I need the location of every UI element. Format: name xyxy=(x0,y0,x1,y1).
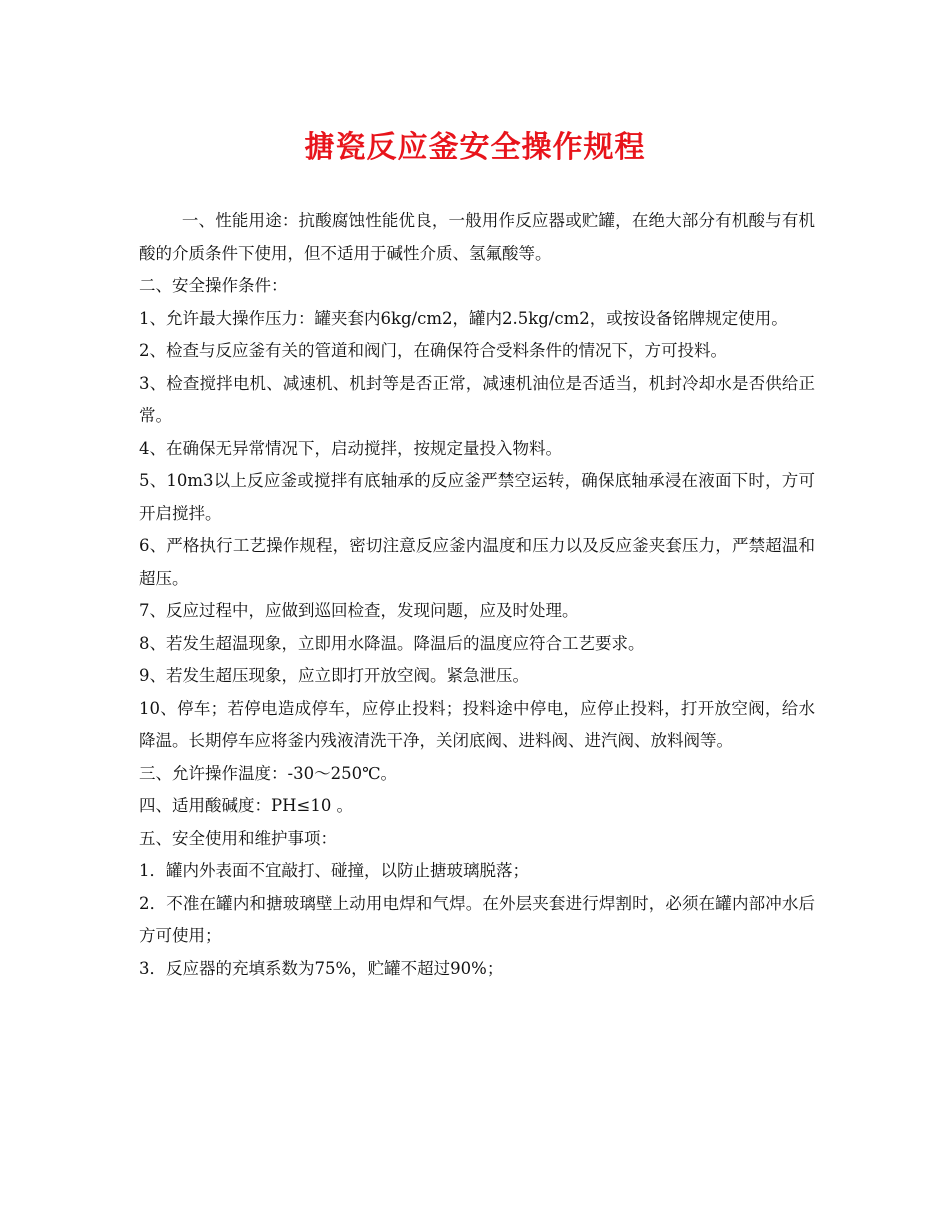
document-paragraph: 5、10m3以上反应釜或搅拌有底轴承的反应釜严禁空运转，确保底轴承浸在液面下时，方可开启搅拌。 xyxy=(139,471,815,523)
document-paragraph: 1．罐内外表面不宜敲打、碰撞，以防止搪玻璃脱落； xyxy=(139,861,529,880)
document-paragraph: 10、停车；若停电造成停车，应停止投料；投料途中停电，应停止投料，打开放空阀，给水降温。长期停车应将釜内残液清洗干净，关闭底阀、进料阀、进汽阀、放料阀等。 xyxy=(139,698,815,750)
document-paragraph: 2、检查与反应釜有关的管道和阀门，在确保符合受料条件的情况下，方可投料。 xyxy=(139,341,727,360)
document-title: 搪瓷反应釜安全操作规程 xyxy=(304,130,646,165)
document-paragraph: 五、安全使用和维护事项： xyxy=(139,828,337,848)
document-paragraph: 一、性能用途：抗酸腐蚀性能优良，一般用作反应器或贮罐，在绝大部分有机酸与有机酸的介质条件下使用，但不适用于碱性介质、氢氟酸等。 xyxy=(139,211,815,263)
document-paragraph: 三、允许操作温度：-30～250℃。 xyxy=(139,763,398,783)
document-paragraph: 8、若发生超温现象，立即用水降温。降温后的温度应符合工艺要求。 xyxy=(139,633,645,653)
document-paragraph: 2．不准在罐内和搪玻璃壁上动用电焊和气焊。在外层夹套进行焊割时，必须在罐内部冲水后方可使用； xyxy=(139,893,815,945)
document-paragraph: 9、若发生超压现象，应立即打开放空阀。紧急泄压。 xyxy=(139,666,529,685)
document-paragraph: 4、在确保无异常情况下，启动搅拌，按规定量投入物料。 xyxy=(139,438,562,458)
document-body xyxy=(139,205,815,985)
document-paragraph: 7、反应过程中，应做到巡回检查，发现问题，应及时处理。 xyxy=(139,601,579,620)
document-paragraph: 四、适用酸碱度：PH≤10 。 xyxy=(139,796,354,815)
document-paragraph: 3、检查搅拌电机、减速机、机封等是否正常，减速机油位是否适当，机封冷却水是否供给正常。 xyxy=(139,373,815,425)
document-paragraph: 3．反应器的充填系数为75%，贮罐不超过90%； xyxy=(139,958,504,978)
document-paragraph: 1、允许最大操作压力：罐夹套内6kg/cm2，罐内2.5kg/cm2，或按设备铭牌规定使用。 xyxy=(139,308,788,328)
document-paragraph: 二、安全操作条件： xyxy=(139,276,288,295)
document-paragraph: 6、严格执行工艺操作规程，密切注意反应釜内温度和压力以及反应釜夹套压力，严禁超温和超压。 xyxy=(139,536,815,588)
